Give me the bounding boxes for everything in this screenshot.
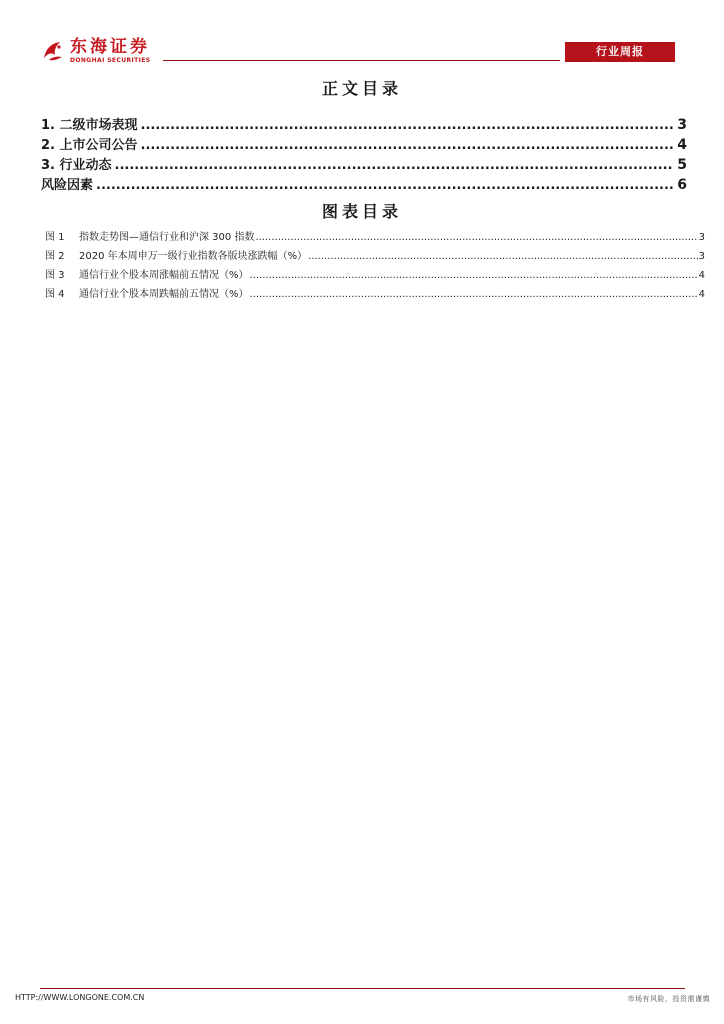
toc-entry-label: 2. 上市公司公告 (41, 138, 138, 153)
toc-entry[interactable] (41, 134, 687, 154)
figure-page: 3 (698, 251, 705, 262)
figure-dot-leader (308, 251, 697, 262)
figure-entry[interactable] (45, 285, 705, 304)
toc-entry-label: 3. 行业动态 (41, 158, 112, 173)
toc-dot-leader (141, 118, 675, 133)
figure-page: 3 (698, 232, 705, 243)
company-logo (40, 38, 170, 64)
header-divider (163, 60, 560, 61)
figure-entry[interactable] (45, 228, 705, 247)
toc-entry-page: 6 (677, 177, 687, 193)
logo-brand-en: DONGHAI SECURITIES (70, 57, 151, 64)
figure-label: 指数走势图—通信行业和沪深 300 指数 (79, 232, 255, 243)
figure-number: 图 2 (45, 251, 65, 262)
toc-entry-page: 3 (677, 117, 687, 133)
toc-entry-page: 4 (677, 137, 687, 153)
figure-label: 通信行业个股本周涨幅前五情况（%） (79, 270, 249, 281)
toc-entry-label: 风险因素 (41, 178, 94, 193)
figure-label: 通信行业个股本周跌幅前五情况（%） (79, 289, 249, 300)
figure-page: 4 (698, 270, 705, 281)
figure-number: 图 1 (45, 232, 65, 243)
toc-title: 正文目录 (321, 79, 402, 98)
figure-dot-leader (255, 232, 697, 243)
toc-dot-leader (115, 158, 675, 173)
toc-entry[interactable] (41, 114, 687, 134)
logo-brand-cn: 东海证券 (70, 37, 150, 57)
toc-entry-label: 1. 二级市场表现 (41, 118, 138, 133)
toc-dot-leader (141, 138, 675, 153)
report-type-badge: 行业周报 (565, 42, 675, 62)
toc-entry[interactable] (41, 174, 687, 194)
logo-emblem-icon (40, 38, 66, 64)
figure-entry[interactable] (45, 247, 705, 266)
toc-entry-page: 5 (677, 157, 687, 173)
toc-list (41, 114, 687, 194)
figure-dot-leader (250, 270, 698, 281)
figure-page: 4 (698, 289, 705, 300)
figure-list (45, 228, 705, 304)
figure-number: 图 4 (45, 289, 65, 300)
toc-dot-leader (96, 178, 674, 193)
footer-divider (40, 988, 685, 989)
footer-risk-notice: 市场有风险，投资需谨慎 (627, 995, 710, 1003)
figure-entry[interactable] (45, 266, 705, 285)
toc-entry[interactable] (41, 154, 687, 174)
figure-list-title: 图表目录 (321, 202, 402, 221)
figure-number: 图 3 (45, 270, 65, 281)
figure-label: 2020 年本周申万一级行业指数各版块涨跌幅（%） (79, 251, 308, 262)
footer-website-link[interactable]: HTTP://WWW.LONGONE.COM.CN (15, 993, 145, 1002)
figure-dot-leader (250, 289, 698, 300)
